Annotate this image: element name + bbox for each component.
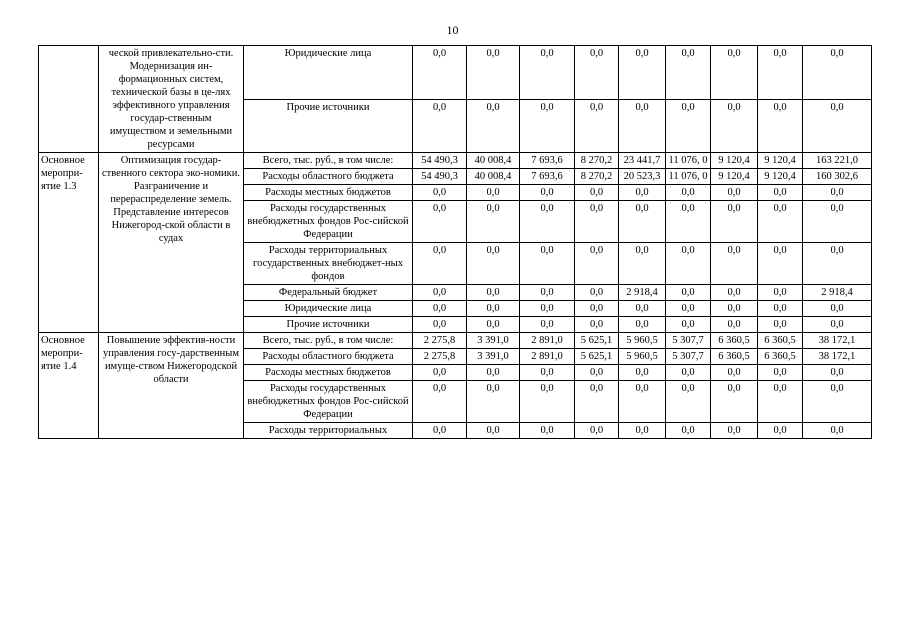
- year-value-cell: 5 960,5: [619, 333, 666, 349]
- total-value-cell: 38 172,1: [803, 333, 872, 349]
- year-value-cell: 0,0: [711, 423, 758, 439]
- year-value-cell: 0,0: [666, 317, 711, 333]
- year-value-cell: 0,0: [413, 243, 467, 285]
- funding-source-cell: Юридические лица: [244, 46, 413, 100]
- year-value-cell: 5 625,1: [575, 333, 619, 349]
- year-value-cell: 0,0: [413, 381, 467, 423]
- year-value-cell: 2 891,0: [520, 333, 575, 349]
- year-value-cell: 0,0: [666, 381, 711, 423]
- event-cell: Основное меропри-ятие 1.4: [39, 333, 99, 439]
- total-value-cell: 0,0: [803, 243, 872, 285]
- year-value-cell: 6 360,5: [758, 333, 803, 349]
- year-value-cell: 0,0: [619, 201, 666, 243]
- year-value-cell: 0,0: [520, 285, 575, 301]
- year-value-cell: 0,0: [758, 285, 803, 301]
- year-value-cell: 0,0: [619, 243, 666, 285]
- funding-source-cell: Расходы областного бюджета: [244, 349, 413, 365]
- event-cell: [39, 46, 99, 153]
- year-value-cell: 0,0: [711, 99, 758, 153]
- year-value-cell: 11 076, 0: [666, 153, 711, 169]
- funding-source-cell: Расходы территориальных: [244, 423, 413, 439]
- year-value-cell: 0,0: [520, 301, 575, 317]
- year-value-cell: 0,0: [575, 99, 619, 153]
- year-value-cell: 0,0: [619, 423, 666, 439]
- total-value-cell: 38 172,1: [803, 349, 872, 365]
- year-value-cell: 0,0: [520, 99, 575, 153]
- total-value-cell: 0,0: [803, 46, 872, 100]
- total-value-cell: 2 918,4: [803, 285, 872, 301]
- funding-source-cell: Расходы местных бюджетов: [244, 185, 413, 201]
- total-value-cell: 0,0: [803, 185, 872, 201]
- funding-source-cell: Расходы территориальных государственных внебюджет-ных фондов: [244, 243, 413, 285]
- year-value-cell: 0,0: [467, 185, 520, 201]
- event-cell: Основное меропри-ятие 1.3: [39, 153, 99, 333]
- year-value-cell: 0,0: [758, 185, 803, 201]
- year-value-cell: 0,0: [666, 99, 711, 153]
- year-value-cell: 0,0: [575, 46, 619, 100]
- year-value-cell: 0,0: [711, 301, 758, 317]
- year-value-cell: 0,0: [575, 423, 619, 439]
- year-value-cell: 0,0: [467, 423, 520, 439]
- year-value-cell: 0,0: [758, 301, 803, 317]
- year-value-cell: 0,0: [575, 381, 619, 423]
- year-value-cell: 5 307,7: [666, 349, 711, 365]
- year-value-cell: 0,0: [666, 201, 711, 243]
- year-value-cell: 0,0: [520, 317, 575, 333]
- description-cell: ческой привлекательно-сти. Модернизация ин-формационных систем, технической базы в це-лях эффективного управления государ-ственным имуществом и земельными ресурсами: [99, 46, 244, 153]
- description-cell: Оптимизация государ-ственного сектора эко-номики. Разграничение и перераспределение земель. Представление интересов Нижегород-ской области в судах: [99, 153, 244, 333]
- year-value-cell: 0,0: [467, 46, 520, 100]
- year-value-cell: 0,0: [758, 201, 803, 243]
- year-value-cell: 0,0: [666, 365, 711, 381]
- year-value-cell: 0,0: [467, 285, 520, 301]
- year-value-cell: 8 270,2: [575, 153, 619, 169]
- year-value-cell: 0,0: [575, 365, 619, 381]
- page-number: 10: [446, 23, 459, 37]
- year-value-cell: 7 693,6: [520, 169, 575, 185]
- year-value-cell: 0,0: [711, 365, 758, 381]
- year-value-cell: 0,0: [758, 317, 803, 333]
- year-value-cell: 0,0: [575, 317, 619, 333]
- table-row: [39, 333, 872, 349]
- total-value-cell: 0,0: [803, 99, 872, 153]
- year-value-cell: 0,0: [666, 285, 711, 301]
- year-value-cell: 9 120,4: [711, 169, 758, 185]
- year-value-cell: 0,0: [575, 185, 619, 201]
- year-value-cell: 0,0: [575, 201, 619, 243]
- year-value-cell: 0,0: [413, 301, 467, 317]
- table-row: [39, 153, 872, 169]
- year-value-cell: 0,0: [711, 243, 758, 285]
- year-value-cell: 0,0: [666, 46, 711, 100]
- funding-source-cell: Прочие источники: [244, 317, 413, 333]
- year-value-cell: 0,0: [666, 301, 711, 317]
- year-value-cell: 0,0: [711, 46, 758, 100]
- year-value-cell: 0,0: [711, 381, 758, 423]
- year-value-cell: 0,0: [619, 365, 666, 381]
- funding-source-cell: Федеральный бюджет: [244, 285, 413, 301]
- year-value-cell: 0,0: [520, 201, 575, 243]
- year-value-cell: 2 275,8: [413, 333, 467, 349]
- year-value-cell: 40 008,4: [467, 169, 520, 185]
- year-value-cell: 6 360,5: [711, 333, 758, 349]
- year-value-cell: 0,0: [467, 99, 520, 153]
- year-value-cell: 0,0: [413, 185, 467, 201]
- year-value-cell: 0,0: [520, 46, 575, 100]
- year-value-cell: 6 360,5: [711, 349, 758, 365]
- year-value-cell: 0,0: [467, 381, 520, 423]
- total-value-cell: 0,0: [803, 201, 872, 243]
- year-value-cell: 0,0: [758, 423, 803, 439]
- budget-table: [38, 45, 872, 439]
- year-value-cell: 0,0: [520, 423, 575, 439]
- year-value-cell: 6 360,5: [758, 349, 803, 365]
- year-value-cell: 8 270,2: [575, 169, 619, 185]
- year-value-cell: 3 391,0: [467, 349, 520, 365]
- year-value-cell: 54 490,3: [413, 153, 467, 169]
- total-value-cell: 0,0: [803, 381, 872, 423]
- year-value-cell: 9 120,4: [758, 153, 803, 169]
- year-value-cell: 0,0: [711, 185, 758, 201]
- total-value-cell: 0,0: [803, 423, 872, 439]
- total-value-cell: 160 302,6: [803, 169, 872, 185]
- year-value-cell: 0,0: [413, 99, 467, 153]
- year-value-cell: 5 960,5: [619, 349, 666, 365]
- funding-source-cell: Расходы государственных внебюджетных фондов Рос-сийской Федерации: [244, 381, 413, 423]
- year-value-cell: 0,0: [520, 185, 575, 201]
- year-value-cell: 0,0: [467, 243, 520, 285]
- year-value-cell: 9 120,4: [711, 153, 758, 169]
- funding-source-cell: Расходы местных бюджетов: [244, 365, 413, 381]
- year-value-cell: 0,0: [413, 201, 467, 243]
- year-value-cell: 9 120,4: [758, 169, 803, 185]
- year-value-cell: 5 625,1: [575, 349, 619, 365]
- year-value-cell: 11 076, 0: [666, 169, 711, 185]
- funding-source-cell: Юридические лица: [244, 301, 413, 317]
- funding-source-cell: Расходы областного бюджета: [244, 169, 413, 185]
- table-body: [39, 46, 872, 439]
- funding-source-cell: Прочие источники: [244, 99, 413, 153]
- year-value-cell: 7 693,6: [520, 153, 575, 169]
- year-value-cell: 0,0: [619, 185, 666, 201]
- year-value-cell: 0,0: [520, 381, 575, 423]
- year-value-cell: 0,0: [467, 201, 520, 243]
- year-value-cell: 3 391,0: [467, 333, 520, 349]
- year-value-cell: 0,0: [413, 317, 467, 333]
- year-value-cell: 0,0: [619, 381, 666, 423]
- year-value-cell: 0,0: [520, 243, 575, 285]
- year-value-cell: 0,0: [575, 243, 619, 285]
- year-value-cell: 0,0: [575, 285, 619, 301]
- year-value-cell: 0,0: [467, 301, 520, 317]
- year-value-cell: 0,0: [666, 423, 711, 439]
- year-value-cell: 0,0: [467, 365, 520, 381]
- year-value-cell: 54 490,3: [413, 169, 467, 185]
- total-value-cell: 0,0: [803, 365, 872, 381]
- year-value-cell: 0,0: [666, 185, 711, 201]
- year-value-cell: 23 441,7: [619, 153, 666, 169]
- year-value-cell: 0,0: [711, 317, 758, 333]
- year-value-cell: 0,0: [619, 99, 666, 153]
- year-value-cell: 40 008,4: [467, 153, 520, 169]
- year-value-cell: 0,0: [758, 365, 803, 381]
- year-value-cell: 0,0: [467, 317, 520, 333]
- year-value-cell: 2 918,4: [619, 285, 666, 301]
- description-cell: Повышение эффектив-ности управления госу-дарственным имуще-ством Нижегородской области: [99, 333, 244, 439]
- year-value-cell: 0,0: [413, 285, 467, 301]
- funding-source-cell: Всего, тыс. руб., в том числе:: [244, 153, 413, 169]
- year-value-cell: 2 275,8: [413, 349, 467, 365]
- year-value-cell: 0,0: [413, 365, 467, 381]
- year-value-cell: 5 307,7: [666, 333, 711, 349]
- year-value-cell: 0,0: [711, 201, 758, 243]
- year-value-cell: 0,0: [711, 285, 758, 301]
- year-value-cell: 0,0: [520, 365, 575, 381]
- year-value-cell: 20 523,3: [619, 169, 666, 185]
- year-value-cell: 0,0: [758, 99, 803, 153]
- year-value-cell: 0,0: [619, 46, 666, 100]
- year-value-cell: 0,0: [758, 243, 803, 285]
- table-row: [39, 46, 872, 100]
- year-value-cell: 0,0: [758, 381, 803, 423]
- year-value-cell: 0,0: [666, 243, 711, 285]
- year-value-cell: 0,0: [413, 46, 467, 100]
- year-value-cell: 0,0: [758, 46, 803, 100]
- total-value-cell: 0,0: [803, 301, 872, 317]
- total-value-cell: 163 221,0: [803, 153, 872, 169]
- funding-source-cell: Всего, тыс. руб., в том числе:: [244, 333, 413, 349]
- total-value-cell: 0,0: [803, 317, 872, 333]
- year-value-cell: 0,0: [619, 301, 666, 317]
- year-value-cell: 0,0: [413, 423, 467, 439]
- year-value-cell: 0,0: [575, 301, 619, 317]
- year-value-cell: 0,0: [619, 317, 666, 333]
- funding-source-cell: Расходы государственных внебюджетных фондов Рос-сийской Федерации: [244, 201, 413, 243]
- year-value-cell: 2 891,0: [520, 349, 575, 365]
